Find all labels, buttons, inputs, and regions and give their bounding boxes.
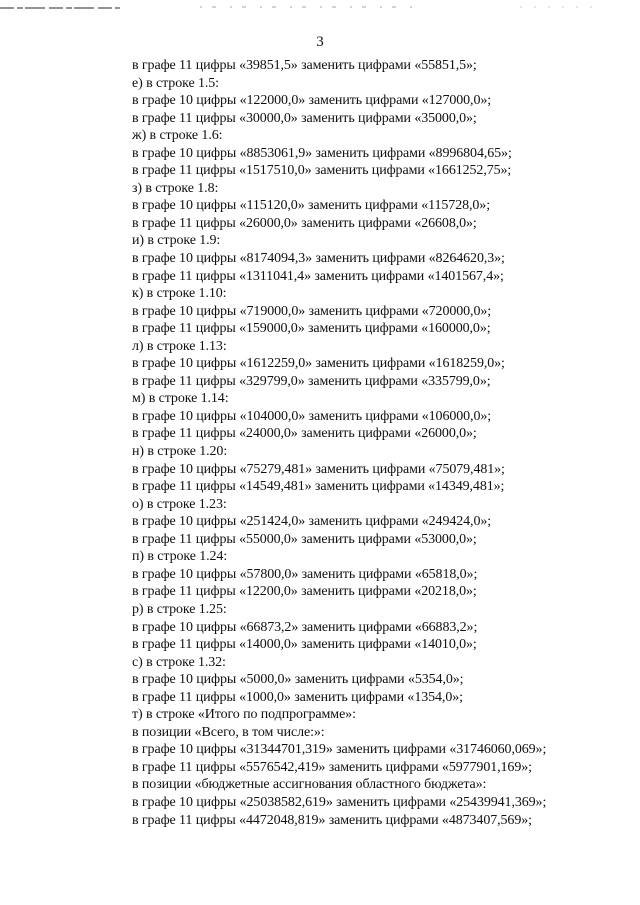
- document-line: в графе 10 цифры «5000,0» заменить цифрами «5354,0»;: [132, 672, 464, 688]
- document-line: в графе 10 цифры «1612259,0» заменить цифрами «1618259,0»;: [132, 356, 505, 372]
- document-line: п) в строке 1.24:: [132, 549, 228, 565]
- document-line: в графе 11 цифры «30000,0» заменить цифрами «35000,0»;: [132, 110, 477, 126]
- document-line: в графе 11 цифры «26000,0» заменить цифрами «26608,0»;: [132, 215, 477, 231]
- document-line: в графе 10 цифры «122000,0» заменить цифрами «127000,0»;: [132, 93, 492, 109]
- document-line: в графе 10 цифры «8853061,9» заменить цифрами «8996804,65»;: [132, 145, 512, 161]
- document-line: в графе 11 цифры «14549,481» заменить цифрами «14349,481»;: [132, 479, 505, 495]
- document-line: е) в строке 1.5:: [132, 75, 219, 91]
- document-line: в графе 11 цифры «55000,0» заменить цифрами «53000,0»;: [132, 531, 477, 547]
- document-line: в графе 11 цифры «329799,0» заменить цифрами «335799,0»;: [132, 373, 491, 389]
- document-line: к) в строке 1.10:: [132, 286, 227, 302]
- document-line: в графе 11 цифры «5576542,419» заменить цифрами «5977901,169»;: [132, 759, 532, 775]
- document-line: в графе 11 цифры «12200,0» заменить цифрами «20218,0»;: [132, 584, 477, 600]
- document-line: в графе 11 цифры «159000,0» заменить цифрами «160000,0»;: [132, 321, 491, 337]
- document-line: н) в строке 1.20:: [132, 444, 228, 460]
- document-line: в графе 11 цифры «39851,5» заменить цифрами «55851,5»;: [132, 58, 477, 73]
- document-line: в графе 10 цифры «57800,0» заменить цифрами «65818,0»;: [132, 566, 478, 582]
- document-line: в графе 11 цифры «14000,0» заменить цифрами «14010,0»;: [132, 637, 477, 653]
- document-line: в графе 10 цифры «66873,2» заменить цифрами «66883,2»;: [132, 619, 478, 635]
- document-line: в графе 10 цифры «104000,0» заменить цифрами «106000,0»;: [132, 408, 492, 424]
- document-line: в графе 10 цифры «75279,481» заменить цифрами «75079,481»;: [132, 461, 505, 477]
- document-line: в позиции «Всего, в том числе:»:: [132, 724, 325, 740]
- document-line: в графе 10 цифры «31344701,319» заменить цифрами «31746060,069»;: [132, 742, 547, 758]
- document-body: [132, 57, 622, 829]
- page-number: 3: [316, 34, 324, 50]
- document-line: с) в строке 1.32:: [132, 654, 226, 670]
- document-line: в графе 10 цифры «719000,0» заменить цифрами «720000,0»;: [132, 303, 492, 319]
- document-line: в графе 11 цифры «24000,0» заменить цифрами «26000,0»;: [132, 426, 477, 442]
- scan-edge-marks: [0, 0, 640, 20]
- document-line: з) в строке 1.8:: [132, 180, 219, 196]
- document-line: в графе 11 цифры «4472048,819» заменить цифрами «4873407,569»;: [132, 812, 532, 828]
- document-line: о) в строке 1.23:: [132, 496, 227, 512]
- document-line: в позиции «бюджетные ассигнования областного бюджета»:: [132, 777, 487, 793]
- document-line: в графе 10 цифры «25038582,619» заменить цифрами «25439941,369»;: [132, 794, 547, 810]
- document-line: р) в строке 1.25:: [132, 601, 227, 617]
- document-line: в графе 11 цифры «1517510,0» заменить цифрами «1661252,75»;: [132, 163, 512, 179]
- document-line: м) в строке 1.14:: [132, 391, 229, 407]
- document-line: л) в строке 1.13:: [132, 338, 227, 354]
- document-line: в графе 10 цифры «115120,0» заменить цифрами «115728,0»;: [132, 198, 490, 214]
- document-line: в графе 11 цифры «1000,0» заменить цифрами «1354,0»;: [132, 689, 463, 705]
- document-line: т) в строке «Итого по подпрограмме»:: [132, 707, 356, 723]
- document-line: в графе 11 цифры «1311041,4» заменить цифрами «1401567,4»;: [132, 268, 504, 284]
- document-line: в графе 10 цифры «251424,0» заменить цифрами «249424,0»;: [132, 514, 492, 530]
- document-line: в графе 10 цифры «8174094,3» заменить цифрами «8264620,3»;: [132, 251, 505, 267]
- document-line: ж) в строке 1.6:: [132, 128, 223, 144]
- document-line: и) в строке 1.9:: [132, 233, 221, 249]
